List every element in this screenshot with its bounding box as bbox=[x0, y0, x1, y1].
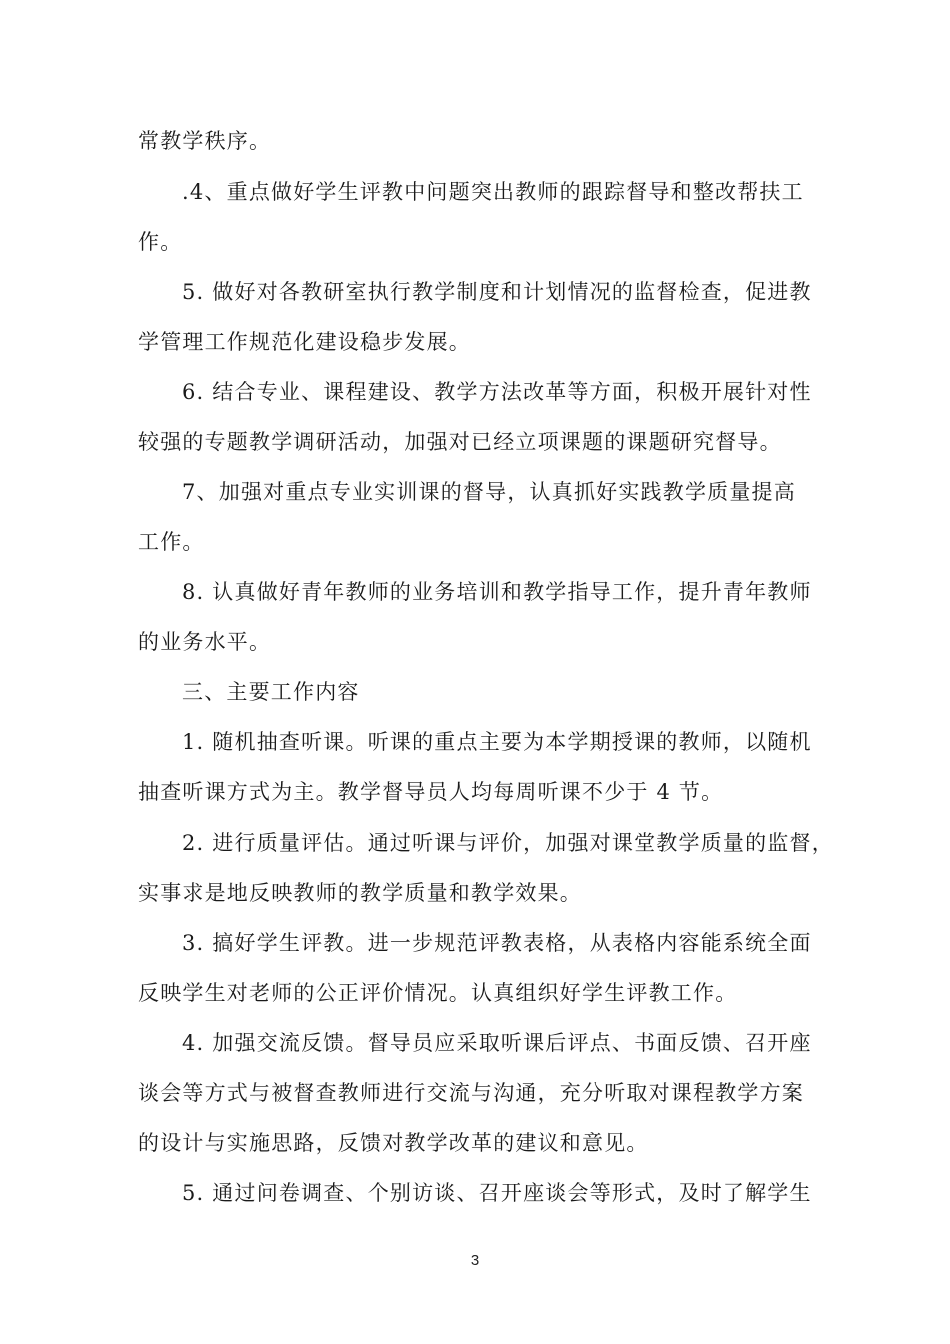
page-number: 3 bbox=[470, 1252, 480, 1269]
text-line: 工作。 bbox=[138, 530, 205, 554]
text-line: 实事求是地反映教师的教学质量和教学效果。 bbox=[138, 881, 582, 905]
text-line: 抽查听课方式为主。教学督导员人均每周听课不少于 4 节。 bbox=[138, 780, 724, 804]
text-line: 4. 加强交流反馈。督导员应采取听课后评点、书面反馈、召开座 bbox=[182, 1031, 812, 1055]
text-line: 8. 认真做好青年教师的业务培训和教学指导工作，提升青年教师 bbox=[182, 580, 812, 604]
text-line: 5. 做好对各教研室执行教学制度和计划情况的监督检查，促进教 bbox=[182, 280, 812, 304]
text-line: 的业务水平。 bbox=[138, 630, 272, 654]
section-heading: 三、主要工作内容 bbox=[182, 680, 360, 704]
text-line: 6. 结合专业、课程建设、教学方法改革等方面，积极开展针对性 bbox=[182, 380, 812, 404]
text-line: 1. 随机抽查听课。听课的重点主要为本学期授课的教师，以随机 bbox=[182, 730, 812, 754]
text-line: .4、重点做好学生评教中问题突出教师的跟踪督导和整改帮扶工 bbox=[182, 180, 804, 204]
text-line: 5. 通过问卷调查、个别访谈、召开座谈会等形式，及时了解学生 bbox=[182, 1181, 812, 1205]
text-line: 2. 进行质量评估。通过听课与评价，加强对课堂教学质量的监督， bbox=[182, 831, 834, 855]
text-line: 3. 搞好学生评教。进一步规范评教表格，从表格内容能系统全面 bbox=[182, 931, 812, 955]
text-line: 较强的专题教学调研活动，加强对已经立项课题的课题研究督导。 bbox=[138, 430, 782, 454]
text-line: 常教学秩序。 bbox=[138, 129, 272, 153]
text-line: 作。 bbox=[138, 230, 183, 254]
text-line: 7、加强对重点专业实训课的督导，认真抓好实践教学质量提高 bbox=[182, 480, 796, 504]
text-line: 学管理工作规范化建设稳步发展。 bbox=[138, 330, 471, 354]
text-line: 反映学生对老师的公正评价情况。认真组织好学生评教工作。 bbox=[138, 981, 738, 1005]
text-line: 的设计与实施思路，反馈对教学改革的建议和意见。 bbox=[138, 1131, 649, 1155]
text-line: 谈会等方式与被督查教师进行交流与沟通，充分听取对课程教学方案 bbox=[138, 1081, 804, 1105]
